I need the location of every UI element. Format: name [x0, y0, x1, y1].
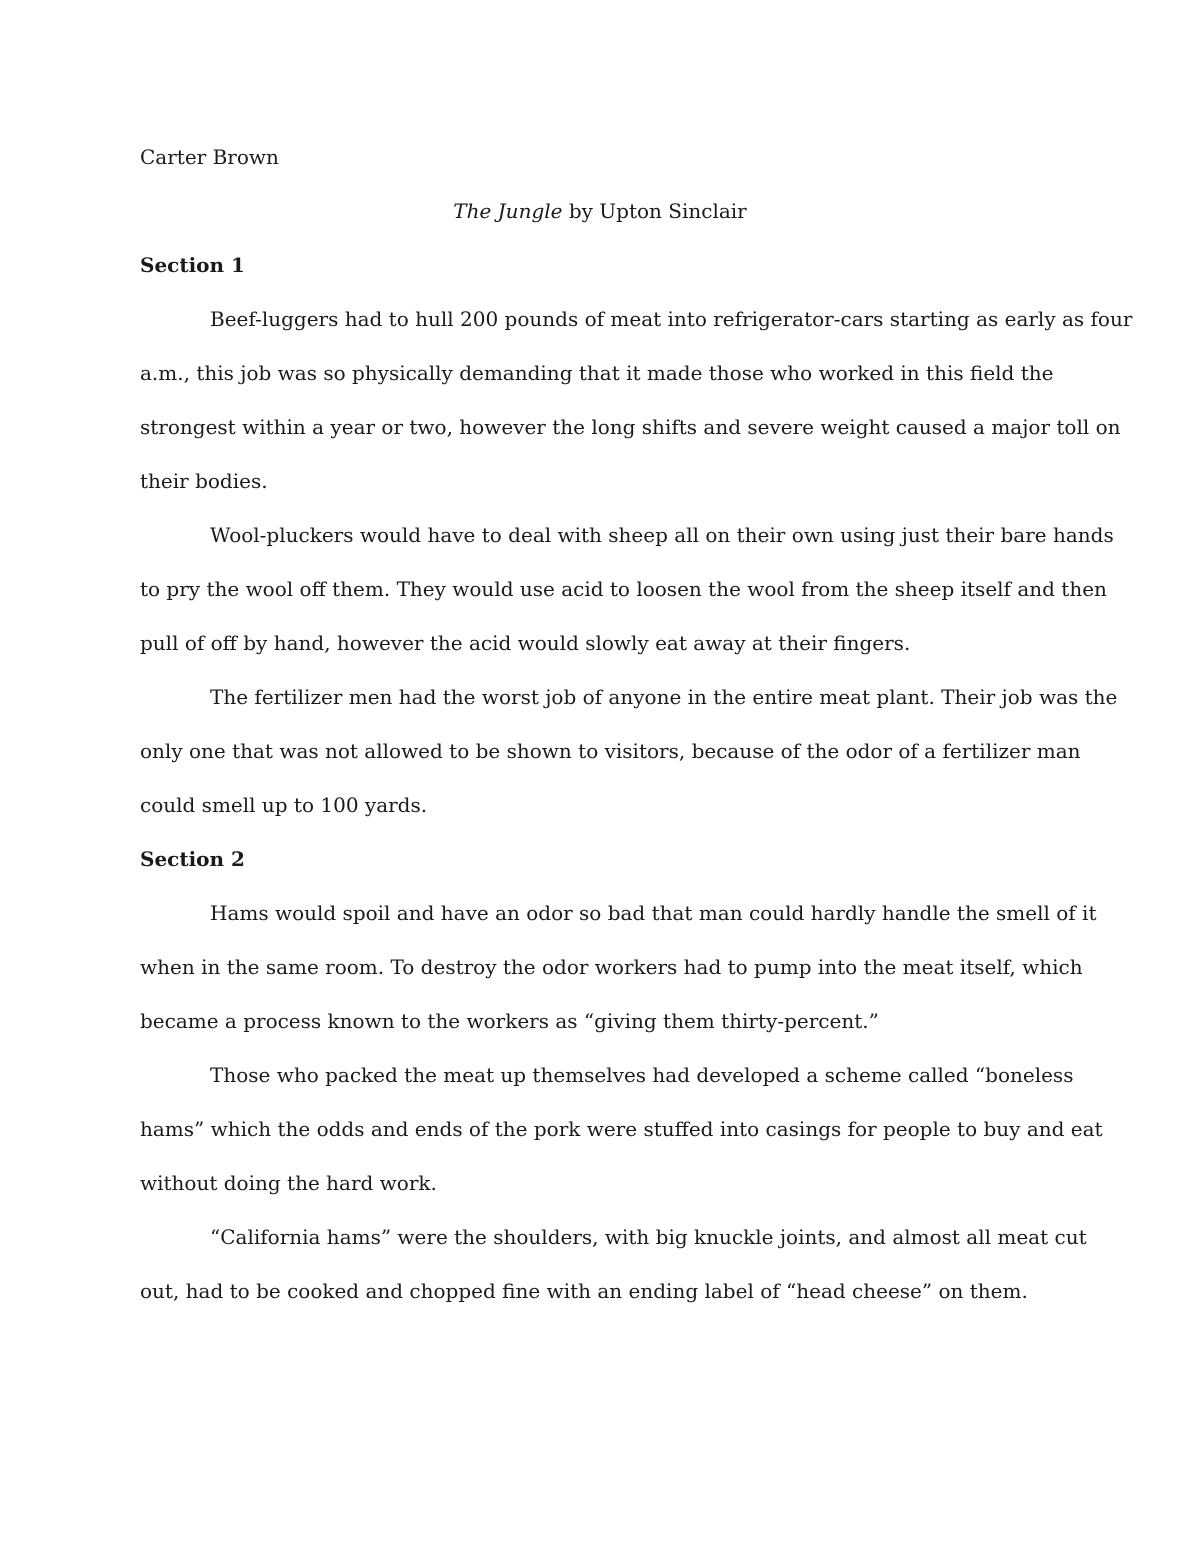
- paragraph-line: Beef-luggers had to hull 200 pounds of meat into refrigerator-cars starting as early as four: [210, 307, 1133, 331]
- author-name: Carter Brown: [140, 145, 279, 169]
- paragraph-line: only one that was not allowed to be shown to visitors, because of the odor of a fertilizer man: [140, 739, 1081, 763]
- paragraph-line: without doing the hard work.: [140, 1171, 437, 1195]
- section-2-paragraph-3: [140, 1210, 1087, 1318]
- section-1-paragraph-2: [140, 508, 1114, 670]
- paragraph-line: a.m., this job was so physically demanding that it made those who worked in this field the: [140, 361, 1054, 385]
- section-2-paragraph-1: [140, 886, 1097, 1048]
- book-title: The Jungle: [453, 199, 563, 223]
- paragraph-line: when in the same room. To destroy the odor workers had to pump into the meat itself, which: [140, 955, 1083, 979]
- document-title: [0, 194, 1200, 228]
- section-1-paragraph-1: [140, 292, 1133, 508]
- paragraph-line: could smell up to 100 yards.: [140, 793, 428, 817]
- paragraph-line: became a process known to the workers as “giving them thirty-percent.”: [140, 1009, 879, 1033]
- paragraph-line: “California hams” were the shoulders, with big knuckle joints, and almost all meat cut: [210, 1225, 1087, 1249]
- title-byline: by Upton Sinclair: [562, 199, 747, 223]
- paragraph-line: Wool-pluckers would have to deal with sheep all on their own using just their bare hands: [210, 523, 1114, 547]
- paragraph-line: Those who packed the meat up themselves had developed a scheme called “boneless: [210, 1063, 1074, 1087]
- section-1-heading: Section 1: [140, 253, 245, 277]
- paragraph-line: pull of off by hand, however the acid would slowly eat away at their fingers.: [140, 631, 911, 655]
- section-2-heading: Section 2: [140, 847, 245, 871]
- paragraph-line: to pry the wool off them. They would use acid to loosen the wool from the sheep itself and then: [140, 577, 1107, 601]
- paragraph-line: strongest within a year or two, however the long shifts and severe weight caused a major toll on: [140, 415, 1121, 439]
- paragraph-line: Hams would spoil and have an odor so bad that man could hardly handle the smell of it: [210, 901, 1097, 925]
- section-1-paragraph-3: [140, 670, 1118, 832]
- paragraph-line: hams” which the odds and ends of the pork were stuffed into casings for people to buy and eat: [140, 1117, 1103, 1141]
- paragraph-line: out, had to be cooked and chopped fine with an ending label of “head cheese” on them.: [140, 1279, 1028, 1303]
- section-2-paragraph-2: [140, 1048, 1103, 1210]
- paragraph-line: their bodies.: [140, 469, 268, 493]
- paragraph-line: The fertilizer men had the worst job of anyone in the entire meat plant. Their job was the: [210, 685, 1118, 709]
